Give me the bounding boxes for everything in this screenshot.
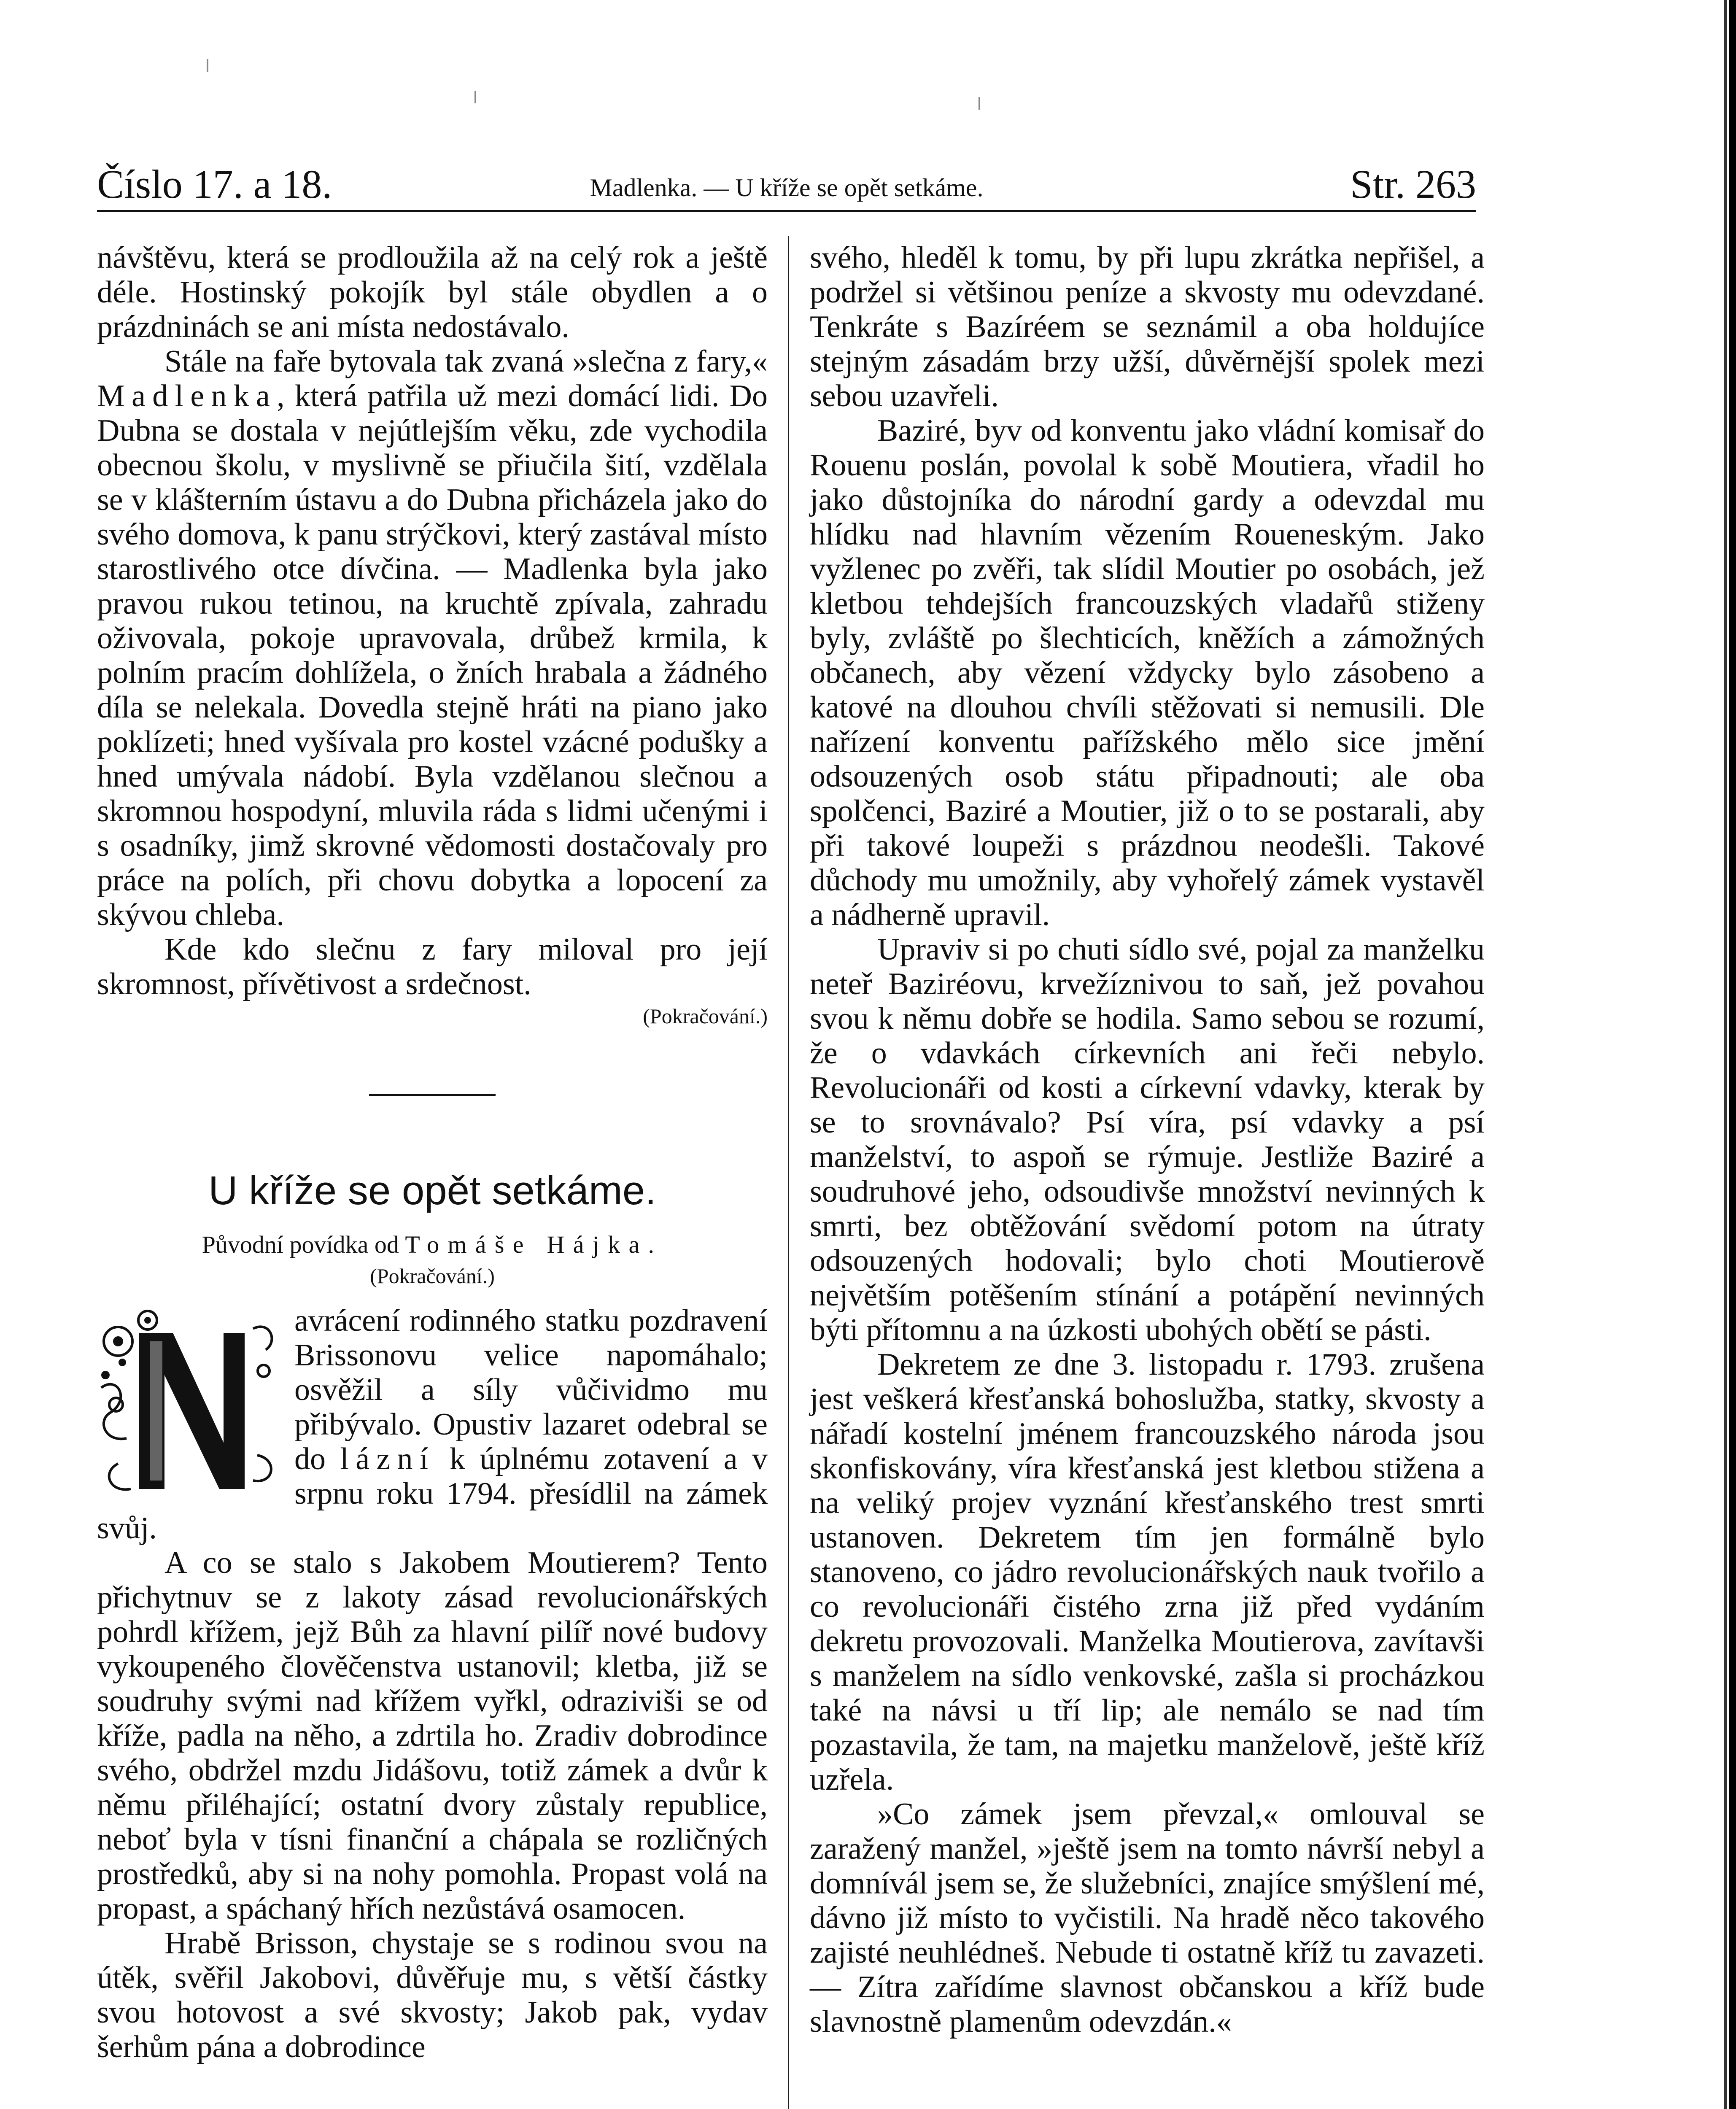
- spaced-name: Madlenka: [97, 379, 277, 413]
- paragraph: Baziré, byv od konventu jako vládní komisař do Rouenu poslán, povolal k sobě Moutiera, vřadil ho jako důstojníka do národní gardy a odevzdal mu hlídku nad hlavním vězením Roueneským. Jako vyžlenec po zvěři, tak slídil Moutier po osobách, jež kletbou tehdejších francouzských vladařů stiženy byly, zvláště po šlechticích, kněžích a zámožných občanech, aby vězení vždycky bylo zásobeno a katové na dlouhou chvíli stěžovati si nemusili. Dle nařízení konventu pařížského mělo sice jmění odsouzených osob státu připadnouti; ale oba spolčenci, Baziré a Moutier, již o to se postarali, aby při takové loupeži s prázdnou neodešli. Takové důchody mu umožnily, aby vyhořelý zámek vystavěl a nádherně upravil.: [810, 413, 1485, 932]
- scan-speck: [474, 91, 476, 103]
- scan-edge-shadow: [1724, 0, 1727, 2109]
- text-run: , která patřila už mezi domácí lidi. Do Dubna se dostala v nejútlejším věku, zde vychodila obecnou školu, v myslivně se přiučila šití, vzdělala se v klášterním ústavu a do Dubna přicházela jako do svého domova, k panu strýčkovi, který zastával místo starostlivého otce dívčina. — Madlenka byla jako pravou rukou tetinou, na kruchtě zpívala, zahradu oživovala, pokoje upravovala, drůbež krmila, k polním pracím dohlížela, o žních hrabala a žádného díla se nelekala. Dovedla stejně hráti na piano jako poklízeti; hned vyšívala pro kostel vzácné podušky a hned umývala nádobí. Byla vzdělanou slečnou a skromnou hospodyní, mluvila ráda s lidmi učenými i s osadníky, jimž skrovné vědomosti dostačovaly pro práce na polích, při chovu dobytka a lopocení za skývou chleba.: [97, 379, 768, 932]
- paragraph: A co se stalo s Jakobem Moutierem? Tento přichytnuv se z lakoty zásad revolucionářských pohrdl křížem, jejž Bůh za hlavní pilíř nové budovy vykoupeného člověčenstva ustanovil; kletba, již se soudruhy svými nad křížem vyřkl, odraziviši se od kříže, padla na něho, a zdrtila ho. Zradiv dobrodince svého, obdržel mzdu Jidášovu, totiž zámek a dvůr k němu přiléhající; ostatní dvory zůstaly republice, neboť byla v tísni finanční a chápala se rozličných prostředků, aby si na nohy pomohla. Propast volá na propast, a spáchaný hřích nezůstává osamocen.: [97, 1545, 768, 1926]
- paragraph: Dekretem ze dne 3. listopadu r. 1793. zrušena jest veškerá křesťanská bohoslužba, statky, skvosty a nářadí kostelní jménem francouzského národa jsou skonfiskovány, víra křesťanská jest kletbou stižena a na veliký projev vyznání křesťanského trest smrti ustanoven. Dekretem tím jen formálně bylo stanoveno, co jádro revolucionářských nauk tvořilo a co revolucionáři čistého zrna již před vydáním dekretu provozovali. Manželka Moutierova, zavítavši s manželem na sídlo venkovské, zašla si procházkou také na návsi u tří lip; ale nemálo se nad tím pozastavila, že tam, na majetku manželově, ještě kříž uzřela.: [810, 1347, 1485, 1797]
- text-run: k úplnému zotavení a v srpnu roku 1794. přesídlil na zámek svůj.: [97, 1442, 768, 1545]
- paragraph: Kde kdo slečnu z fary miloval pro její skromnost, přívětivost a srdečnost.: [97, 932, 768, 1001]
- running-title: Madlenka. — U kříže se opět setkáme.: [590, 174, 984, 202]
- author-name: Tomáše Hájka.: [405, 1231, 663, 1258]
- scan-speck: [207, 59, 208, 72]
- text-run: Stále na faře bytovala tak zvaná »slečna z fary,«: [164, 344, 768, 379]
- issue-number: Číslo 17. a 18.: [97, 162, 332, 207]
- page-number: Str. 263: [1350, 162, 1476, 207]
- paragraph: návštěvu, která se prodloužila až na celý rok a ještě déle. Hostinský pokojík byl stále obydlen a o prázdninách se ani místa nedostávalo.: [97, 240, 768, 344]
- opening-paragraph: [97, 1303, 768, 1545]
- story-continuation-note: (Pokračování.): [370, 1264, 495, 1288]
- scan-edge: [1729, 0, 1736, 2109]
- paragraph: Upraviv si po chuti sídlo své, pojal za manželku neteř Baziréovu, krvežíznivou to saň, jež povahou svou k němu dobře se hodila. Samo sebou se rozumí, že o vdavkách církevních ani řeči nebylo. Revolucionáři od kosti a církevní vdavky, kterak by se to srovnávalo? Psí víra, psí vdavky a psí manželství, to aspoň se rýmuje. Jestliže Baziré a soudruhové jeho, odsoudivše množství nevinných k smrti, bez obtěžování svědomí potom na útraty odsouzených hodovali; bylo choti Moutierově největším potěšením stínání a potápění nevinných býti přítomnu a na úzkosti ubohých obětí se pásti.: [810, 932, 1485, 1347]
- section-rule: [369, 1094, 496, 1096]
- scan-speck: [979, 97, 980, 110]
- paragraph: Hrabě Brisson, chystaje se s rodinou svou na útěk, svěřil Jakobovi, důvěřuje mu, s větší částky svou hotovost a své skvosty; Jakob pak, vydav šerhům pána a dobrodince: [97, 1926, 768, 2064]
- paragraph: »Co zámek jsem převzal,« omlouval se zaražený manžel, »ještě jsem na tomto návrší nebyl a domnívál jsem se, že služebníci, znajíce smýšlení mé, dávno již místo to vyčistili. Na hradě něco takového zajisté neuhlédneš. Nebude ti ostatně kříž tu zavazeti. — Zítra zařídíme slavnost občanskou a kříž bude slavnostně plamenům odevzdán.«: [810, 1797, 1485, 2039]
- text-run: avrácení rodinného statku pozdravení Brissonovu velice napomáhalo; osvěžil a síly vůčividmo mu přibývalo. Opustiv lazaret odebral se do: [294, 1303, 768, 1476]
- paragraph: [97, 344, 768, 932]
- ornamental-initial-n: [93, 1303, 287, 1506]
- story-subtitle: [97, 1228, 768, 1261]
- column-divider: [788, 236, 789, 2109]
- right-column: [810, 240, 1485, 2039]
- story-title: U kříže se opět setkáme.: [208, 1168, 656, 1213]
- continuation-note: (Pokračování.): [643, 1004, 768, 1028]
- spaced-word: lázní: [340, 1442, 435, 1476]
- running-header: [97, 164, 1476, 212]
- subtitle-text: Původní povídka od: [202, 1231, 399, 1258]
- paragraph: svého, hleděl k tomu, by při lupu zkrátka nepřišel, a podržel si většinou peníze a skvosty mu odevzdané. Tenkráte s Bazíréem se seznámil a oba holdujíce stejným zásadám brzy užší, důvěrnější spolek mezi sebou uzavřeli.: [810, 240, 1485, 413]
- left-column: [97, 240, 768, 2064]
